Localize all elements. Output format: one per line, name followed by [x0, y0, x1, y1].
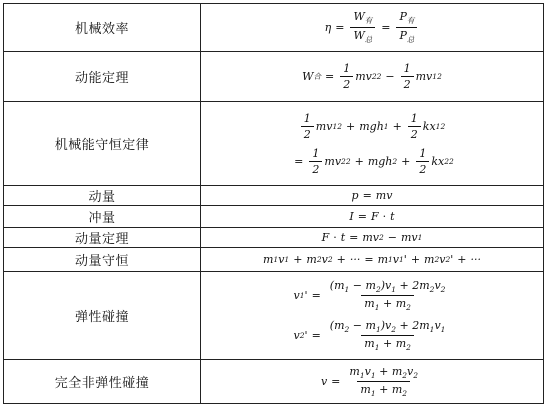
row-label-work-energy-theorem: 动能定理 [4, 52, 201, 102]
table-row [4, 4, 544, 52]
table-row [4, 206, 544, 228]
table-row [4, 228, 544, 248]
row-label-mechanical-efficiency: 机械效率 [4, 4, 201, 52]
table-row [4, 52, 544, 102]
formula-momentum: p = mv [201, 186, 544, 206]
table-row [4, 102, 544, 186]
formula-elastic-collision: v 1 ' = $\frac{(m_1 - m_2)v_1 + 2m_2v_2}{m_1 + m_2}$ v 2 ' = $\frac{(m_2 - m_1)v_2 + 2m_1v_1}{m_1 + m_2}$ [201, 272, 544, 360]
formula-impulse: I = F · t [201, 206, 544, 228]
row-label-impulse-momentum-theorem: 动量定理 [4, 228, 201, 248]
row-label-elastic-collision: 弹性碰撞 [4, 272, 201, 360]
formula-mechanical-efficiency: η = $\frac{W_有}{W_总}$ = $\frac{P_有}{P_总}$ [201, 4, 544, 52]
formula-perfectly-inelastic-collision: v = $\frac{m_1v_1 + m_2v_2}{m_1 + m_2}$ [201, 360, 544, 404]
table-row [4, 360, 544, 404]
table-row [4, 248, 544, 272]
formula-conservation-momentum: m 1 v 1 + m 2 v 2 + ··· = m 1 v 1 ' + m 2 v 2 ' + ··· [201, 248, 544, 272]
row-label-conservation-mechanical-energy: 机械能守恒定律 [4, 102, 201, 186]
row-label-perfectly-inelastic-collision: 完全非弹性碰撞 [4, 360, 201, 404]
row-label-conservation-momentum: 动量守恒 [4, 248, 201, 272]
formula-work-energy-theorem: W 合 = $\frac{1}{2}$ mv 2 2 − $\frac{1}{2}$ mv 1 2 [201, 52, 544, 102]
physics-formula-table [3, 3, 544, 404]
table-row [4, 272, 544, 360]
formula-impulse-momentum-theorem: F · t = mv 2 − mv 1 [201, 228, 544, 248]
row-label-momentum: 动量 [4, 186, 201, 206]
formula-conservation-mechanical-energy: $\frac{1}{2}$ mv 1 2 + mgh 1 + $\frac{1}{2}$ kx 1 2 = $\frac{1}{2}$ mv 2 2 + mgh 2 + $\frac{1}{2}$ kx 2 2 [201, 102, 544, 186]
table-row [4, 186, 544, 206]
row-label-impulse: 冲量 [4, 206, 201, 228]
